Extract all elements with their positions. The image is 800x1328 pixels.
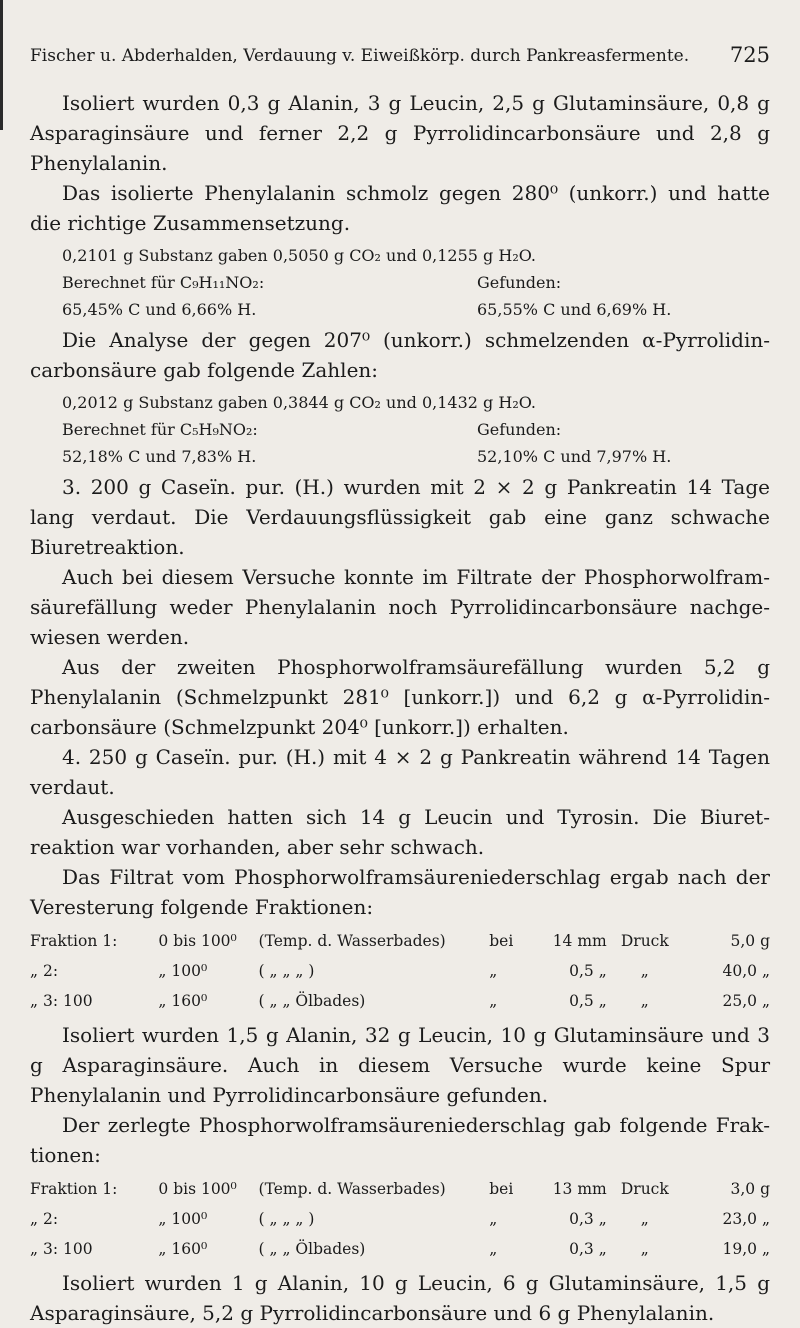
paragraph-3: Die Analyse der gegen 207⁰ (unkorr.) schmelzenden α-Pyrrolidincarbonsäure gab folgende Zahlen:: [30, 328, 770, 382]
fraction-cell: „: [640, 992, 649, 1010]
analysis-2-found-label: Gefunden:: [477, 420, 562, 439]
fractions-table-1: [30, 926, 770, 1016]
analysis-block-1: [30, 242, 770, 323]
fraction-cell: „: [489, 962, 498, 980]
fraction-cell: bei: [489, 932, 514, 950]
analysis-2-comparison: [30, 416, 770, 470]
fraction-cell: 5,0 g: [730, 932, 770, 950]
fraction-cell: Fraktion 1:: [30, 1180, 118, 1198]
page-edge: [0, 0, 3, 130]
fraction-row: [30, 956, 770, 986]
fraction-cell: „ 100⁰: [158, 1210, 208, 1228]
paragraph-10: Isoliert wurden 1,5 g Alanin, 32 g Leucin, 10 g Glutaminsäure und 3 g Asparaginsäure. Auch in diesem Versuche wurde keine Spur Phenylalanin und Pyrrolidincarbonsäure gefunden.: [30, 1023, 770, 1107]
fraction-cell: Druck: [620, 932, 669, 950]
fraction-cell: ( „ „ „ ): [258, 962, 315, 980]
fraction-cell: bei: [489, 1180, 514, 1198]
analysis-1-calc-label: Berechnet für C₉H₁₁NO₂:: [62, 273, 265, 292]
analysis-1-found-label: Gefunden:: [477, 273, 562, 292]
fraction-cell: „: [489, 1210, 498, 1228]
fraction-cell: „ 3: 100: [30, 1240, 93, 1258]
analysis-2-calc-label: Berechnet für C₅H₉NO₂:: [62, 420, 258, 439]
fraction-cell: ( „ „ „ ): [258, 1210, 315, 1228]
fraction-cell: Fraktion 1:: [30, 932, 118, 950]
fraction-cell: „: [489, 992, 498, 1010]
body-text: [30, 88, 770, 1328]
analysis-2-measurement: 0,2012 g Substanz gaben 0,3844 g CO₂ und 0,1432 g H₂O.: [62, 393, 537, 412]
fraction-cell: 0,5 „: [569, 992, 607, 1010]
paragraph-11: Der zerlegte Phosphorwolframsäureniederschlag gab folgende Fraktionen:: [30, 1113, 770, 1167]
page-number: 725: [729, 43, 770, 67]
fraction-cell: „ 3: 100: [30, 992, 93, 1010]
fraction-cell: (Temp. d. Wasserbades): [258, 932, 446, 950]
fraction-cell: 14 mm: [552, 932, 607, 950]
fraction-cell: Druck: [620, 1180, 669, 1198]
fraction-row: [30, 986, 770, 1016]
fractions-table-2: [30, 1174, 770, 1264]
fraction-row: [30, 1204, 770, 1234]
analysis-2-calc-values: 52,18% C und 7,83% H.: [62, 447, 257, 466]
paragraph-8: Ausgeschieden hatten sich 14 g Leucin und Tyrosin. Die Biuretreaktion war vorhanden, aber sehr schwach.: [30, 805, 770, 859]
fraction-cell: 0 bis 100⁰: [158, 1180, 237, 1198]
paragraph-12: Isoliert wurden 1 g Alanin, 10 g Leucin, 6 g Glutaminsäure, 1,5 g Asparaginsäure, 5,2 g Pyrrolidincarbonsäure und 6 g Phenylalanin.: [30, 1271, 770, 1325]
fraction-row: [30, 1174, 770, 1204]
header-title: Fischer u. Abderhalden, Verdauung v. Eiweißkörp. durch Pankreasfermente.: [30, 46, 690, 66]
fraction-cell: 25,0 „: [722, 992, 770, 1010]
fraction-cell: 0,5 „: [569, 962, 607, 980]
fraction-cell: 40,0 „: [722, 962, 770, 980]
fraction-row: [30, 926, 770, 956]
analysis-block-2: [30, 389, 770, 470]
paragraph-1: Isoliert wurden 0,3 g Alanin, 3 g Leucin, 2,5 g Glutaminsäure, 0,8 g Asparaginsäure und ferner 2,2 g Pyrrolidincarbonsäure und 2,8 g Phenylalanin.: [30, 91, 770, 175]
analysis-1-measurement: 0,2101 g Substanz gaben 0,5050 g CO₂ und 0,1255 g H₂O.: [62, 246, 537, 265]
fraction-cell: ( „ „ Ölbades): [258, 1240, 366, 1258]
analysis-1-calc-values: 65,45% C und 6,66% H.: [62, 300, 257, 319]
fraction-row: [30, 1234, 770, 1264]
fraction-cell: 19,0 „: [722, 1240, 770, 1258]
running-header: [30, 43, 770, 74]
fraction-cell: „: [489, 1240, 498, 1258]
fraction-cell: „: [640, 962, 649, 980]
fraction-cell: „: [640, 1240, 649, 1258]
analysis-1-comparison: [30, 269, 770, 323]
fraction-cell: 0 bis 100⁰: [158, 932, 237, 950]
fraction-cell: 3,0 g: [730, 1180, 770, 1198]
fraction-cell: 0,3 „: [569, 1210, 607, 1228]
fraction-cell: (Temp. d. Wasserbades): [258, 1180, 446, 1198]
fraction-cell: „ 2:: [30, 1210, 59, 1228]
fraction-cell: 0,3 „: [569, 1240, 607, 1258]
fraction-cell: „ 2:: [30, 962, 59, 980]
paragraph-9: Das Filtrat vom Phosphorwolframsäureniederschlag ergab nach der Veresterung folgende Fraktionen:: [30, 865, 770, 919]
analysis-2-found-values: 52,10% C und 7,97% H.: [477, 447, 672, 466]
analysis-1-found-values: 65,55% C und 6,69% H.: [477, 300, 672, 319]
fraction-cell: 13 mm: [552, 1180, 607, 1198]
paragraph-4: 3. 200 g Caseïn. pur. (H.) wurden mit 2 × 2 g Pankreatin 14 Tage lang verdaut. Die Verdauungsflüssigkeit gab eine ganz schwache Biuretreaktion.: [30, 475, 770, 559]
fraction-cell: „ 100⁰: [158, 962, 208, 980]
fraction-cell: ( „ „ Ölbades): [258, 992, 366, 1010]
paragraph-5: Auch bei diesem Versuche konnte im Filtrate der Phosphorwolframsäurefällung weder Phenylalanin noch Pyrrolidincarbonsäure nachgewiesen werden.: [30, 565, 770, 649]
paragraph-7: 4. 250 g Caseïn. pur. (H.) mit 4 × 2 g Pankreatin während 14 Tagen verdaut.: [30, 745, 770, 799]
fraction-cell: „ 160⁰: [158, 1240, 208, 1258]
fraction-cell: „: [640, 1210, 649, 1228]
paragraph-2: Das isolierte Phenylalanin schmolz gegen 280⁰ (unkorr.) und hatte die richtige Zusammensetzung.: [30, 181, 770, 235]
fraction-cell: 23,0 „: [722, 1210, 770, 1228]
paragraph-6: Aus der zweiten Phosphorwolframsäurefällung wurden 5,2 g Phenylalanin (Schmelzpunkt 281⁰ [unkorr.]) und 6,2 g α-Pyrrolidincarbonsäure (Schmelzpunkt 204⁰ [unkorr.]) erhalten.: [30, 655, 770, 739]
fraction-cell: „ 160⁰: [158, 992, 208, 1010]
